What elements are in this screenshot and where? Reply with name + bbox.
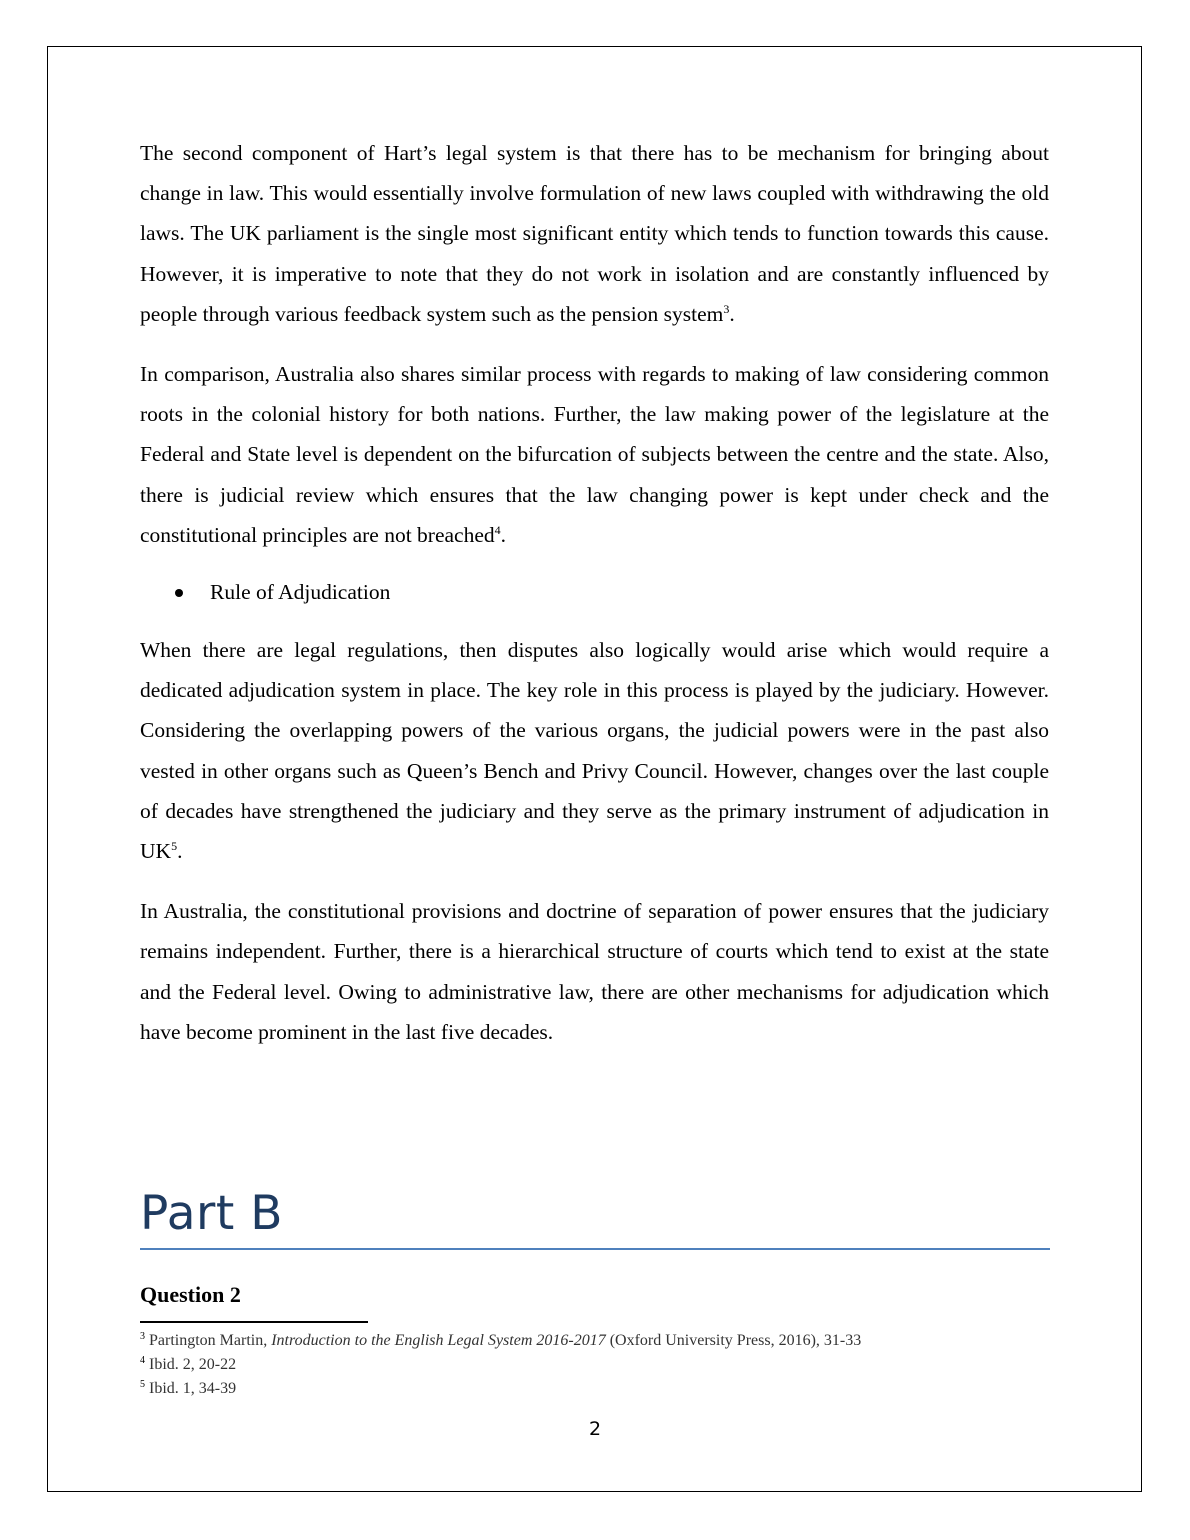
body-text [140, 133, 1049, 1072]
question-heading: Question 2 [140, 1282, 241, 1307]
footnote-ref-3[interactable]: 3 [723, 301, 730, 316]
footnote-ref-5[interactable]: 5 [171, 839, 178, 854]
heading-underline [140, 1248, 1050, 1250]
footnotes [140, 1329, 861, 1401]
bullet-icon [175, 589, 183, 597]
paragraph-change-mechanism: The second component of Hart’s legal system is that there has to be mechanism for bringing about change in law. This would essentially involve formulation of new laws coupled with withdrawing the old laws. The UK parliament is the single most significant entity which tends to function towards this cause. However, it is imperative to note that they do not work in isolation and are constantly influenced by people through various feedback system such as the pension system$^3$. [140, 141, 1049, 326]
footnote-ref-4[interactable]: 4 [494, 522, 501, 537]
paragraph-adjudication-australia: In Australia, the constitutional provisions and doctrine of separation of power ensures that the judiciary remains independent. Further, there is a hierarchical structure of courts which tend to exist at the state and the Federal level. Owing to administrative law, there are other mechanisms for adjudication which have become prominent in the last five decades. [140, 899, 1049, 1044]
page-number: 2 [588, 1418, 602, 1440]
footnote-book-title: Introduction to the English Legal System 2016-2017 [271, 1332, 606, 1349]
section-heading: Part B [140, 1186, 283, 1241]
paragraph-australia-lawmaking: In comparison, Australia also shares similar process with regards to making of law considering common roots in the colonial history for both nations. Further, the law making power of the legislature at the Federal and State level is dependent on the bifurcation of subjects between the centre and the state. Also, there is judicial review which ensures that the law changing power is kept under check and the constitutional principles are not breached$^4$. [140, 362, 1049, 547]
footnote-item: $^3$ Partington Martin, Introduction to the English Legal System 2016-2017 (Oxford University Press, 2016), 31-33 [140, 1331, 862, 1349]
footnote-item: $^4$ Ibid. 2, 20-22 [140, 1355, 237, 1373]
paragraph-adjudication-uk: When there are legal regulations, then disputes also logically would arise which would require a dedicated adjudication system in place. The key role in this process is played by the judiciary. However. Considering the overlapping powers of the various organs, the judicial powers were in the past also vested in other organs such as Queen’s Bench and Privy Council. However, changes over the last couple of decades have strengthened the judiciary and they serve as the primary instrument of adjudication in $UK^5$. [140, 638, 1049, 864]
bullet-label: Rule of Adjudication [210, 580, 391, 605]
bullet-item [140, 572, 1049, 612]
footnote-separator [140, 1321, 368, 1323]
footnote-item: $^5$ Ibid. 1, 34-39 [140, 1379, 237, 1397]
